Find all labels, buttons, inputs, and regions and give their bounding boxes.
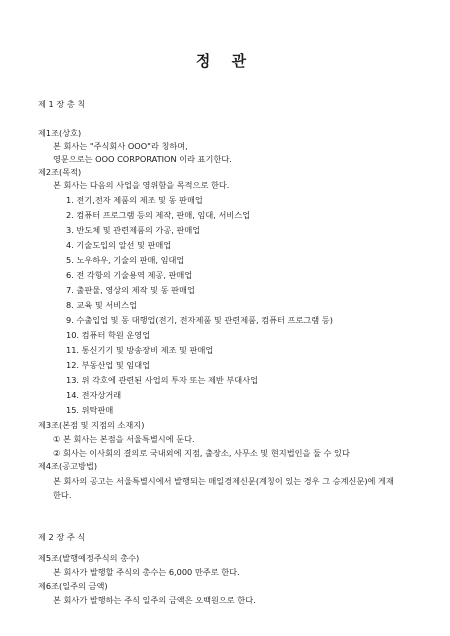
article-6-heading: 제6조(일주의 금액) xyxy=(38,581,108,591)
list-item: 9. 수출입업 및 동 대행업(전기, 전자제품 및 관련제품, 컴퓨터 프로그램 등) xyxy=(66,315,333,325)
article-2-intro: 본 회사는 다음의 사업을 영위함을 목적으로 한다. xyxy=(53,180,230,190)
list-item: 8. 교육 및 서비스업 xyxy=(66,300,137,310)
article-4-text: 본 회사의 공고는 서울특별시에서 발행되는 매일경제신문(계칭이 있는 경우 그 승계신문)에 게재한다. xyxy=(53,476,394,500)
list-item: 3. 반도체 및 관련제품의 가공, 판매업 xyxy=(66,225,201,235)
article-1-line-2: 영문으로는 OOO CORPORATION 이라 표기한다. xyxy=(53,154,232,164)
article-2-heading: 제2조(목적) xyxy=(38,167,82,177)
list-item: 6. 전 각항의 기술용역 제공, 판매업 xyxy=(66,270,193,280)
article-4-heading: 제4조(공고방법) xyxy=(38,461,98,471)
list-item: 12. 부동산업 및 임대업 xyxy=(66,360,151,370)
article-3-item-1: ① 본 회사는 본점을 서울특별시에 둔다. xyxy=(53,434,195,444)
article-1-heading: 제1조(상호) xyxy=(38,128,82,138)
list-item: 1. 전기,전자 제품의 제조 및 동 판매업 xyxy=(66,195,203,205)
list-item: 5. 노우하우, 기술의 판매, 임대업 xyxy=(66,255,185,265)
list-item: 14. 전자상거래 xyxy=(66,390,122,400)
list-item: 15. 위탁판매 xyxy=(66,405,114,415)
list-item: 10. 컴퓨터 학원 운영업 xyxy=(66,330,151,340)
article-3-item-2: ② 회사는 이사회의 결의로 국내외에 지점, 출장소, 사무소 및 현지법인을 둘 수 있다 xyxy=(53,448,350,458)
chapter-1-heading: 제 1 장 총 칙 xyxy=(38,99,86,109)
article-3-heading: 제3조(본점 및 지점의 소재지) xyxy=(38,420,145,430)
list-item: 13. 위 각호에 관련된 사업의 투자 또는 제반 부대사업 xyxy=(66,375,259,385)
chapter-2-heading: 제 2 장 주 식 xyxy=(38,532,86,542)
list-item: 4. 기술도입의 알선 및 판매업 xyxy=(66,240,172,250)
list-item: 11. 통신기기 및 방송장비 제조 및 판매업 xyxy=(66,345,214,355)
document-title: 정 관 xyxy=(195,52,255,70)
article-1-line-1: 본 회사는 "주식회사 OOO"라 칭하며, xyxy=(53,141,188,151)
list-item: 7. 출판물, 영상의 제작 및 동 판매업 xyxy=(66,285,195,295)
article-6-text: 본 회사가 발행하는 주식 일주의 금액은 오백원으로 한다. xyxy=(53,595,256,605)
article-5-heading: 제5조(발행예정주식의 총수) xyxy=(38,553,140,563)
article-5-text: 본 회사가 발행할 주식의 총수는 6,000 만주로 한다. xyxy=(53,567,240,577)
list-item: 2. 컴퓨터 프로그램 등의 제작, 판매, 임대, 서비스업 xyxy=(66,210,251,220)
